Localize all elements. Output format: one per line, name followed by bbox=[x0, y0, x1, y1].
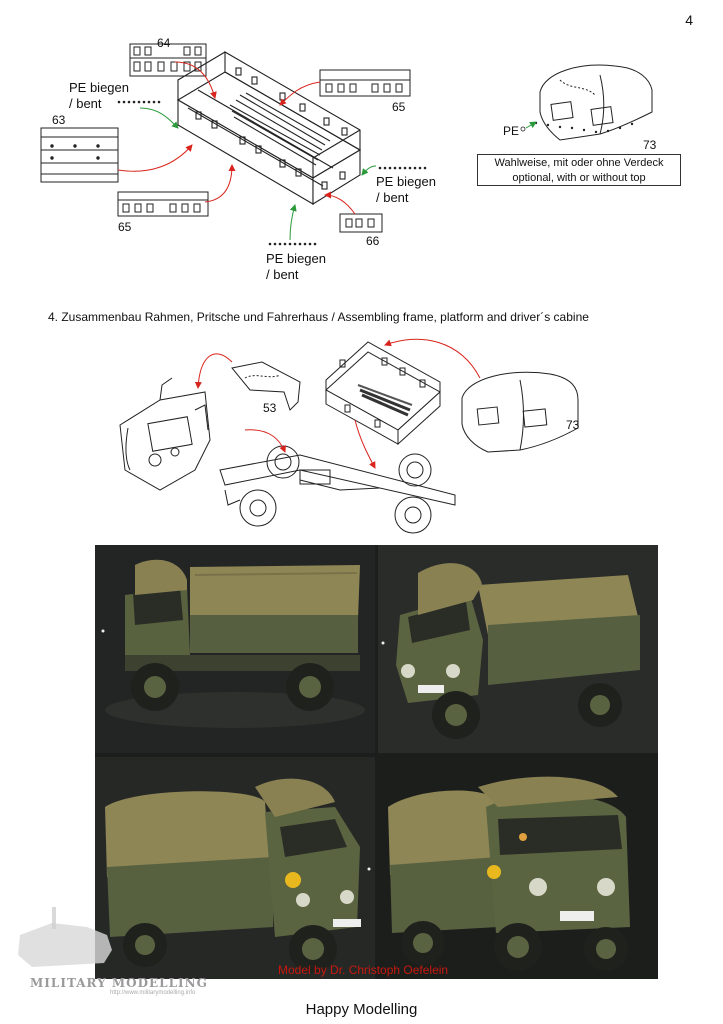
part-63-drawing bbox=[41, 128, 118, 182]
model-photo-grid bbox=[95, 545, 658, 979]
photo-front-quarter-view bbox=[378, 757, 658, 979]
part-label-64: 64 bbox=[157, 36, 171, 50]
watermark-tank-logo bbox=[12, 905, 122, 985]
optional-top-note-german: Wahlweise, mit oder ohne Verdeck bbox=[494, 157, 664, 169]
photo-rear-quarter-view bbox=[95, 757, 375, 979]
part-label-63: 63 bbox=[52, 113, 66, 127]
part-label-53: 53 bbox=[263, 401, 277, 415]
part-label-65-bottom: 65 bbox=[118, 220, 132, 234]
pe-bent-note-right-1: PE biegen bbox=[376, 174, 436, 189]
footer-text: Happy Modelling bbox=[305, 1001, 418, 1018]
optional-top-note-english: optional, with or without top bbox=[512, 172, 646, 184]
optional-top-note bbox=[477, 154, 681, 186]
part-label-73: 73 bbox=[643, 138, 657, 152]
platform-assembled-drawing bbox=[326, 342, 440, 444]
chassis-drawing bbox=[220, 446, 455, 533]
part-66-drawing bbox=[340, 214, 382, 232]
part-65-bottom-drawing bbox=[118, 192, 208, 216]
pe-bent-note-left-1: PE biegen bbox=[69, 80, 129, 95]
watermark-url: http://www.militarymodelling.info bbox=[110, 990, 196, 996]
step-4-title: 4. Zusammenbau Rahmen, Pritsche und Fahrerhaus / Assembling frame, platform and driver´s cabine bbox=[48, 310, 589, 324]
step-4-assembly-diagram bbox=[0, 330, 723, 540]
pe-bent-note-bottom-1: PE biegen bbox=[266, 251, 326, 266]
cabin-drawing bbox=[120, 378, 210, 490]
part-65-top-drawing bbox=[320, 70, 410, 96]
part-label-65-top: 65 bbox=[392, 100, 406, 114]
pe-bent-note-bottom-2: / bent bbox=[266, 267, 299, 282]
pe-bent-note-right-2: / bent bbox=[376, 190, 409, 205]
pe-label: PE bbox=[503, 124, 520, 138]
model-credit: Model by Dr. Christoph Oefelein bbox=[278, 963, 449, 977]
part-label-66: 66 bbox=[366, 234, 380, 248]
tarp-cover-step-drawing bbox=[462, 372, 578, 452]
photo-front-view bbox=[378, 545, 658, 753]
pe-bent-note-left-2: / bent bbox=[69, 96, 102, 111]
photo-side-view bbox=[95, 545, 375, 753]
part-label-73-step: 73 bbox=[566, 418, 580, 432]
page-number: 4 bbox=[685, 12, 693, 28]
platform-assembly-diagram bbox=[0, 0, 723, 300]
tarp-cover-drawing bbox=[540, 65, 652, 140]
watermark-brand: MILITARY MODELLING bbox=[30, 976, 208, 990]
